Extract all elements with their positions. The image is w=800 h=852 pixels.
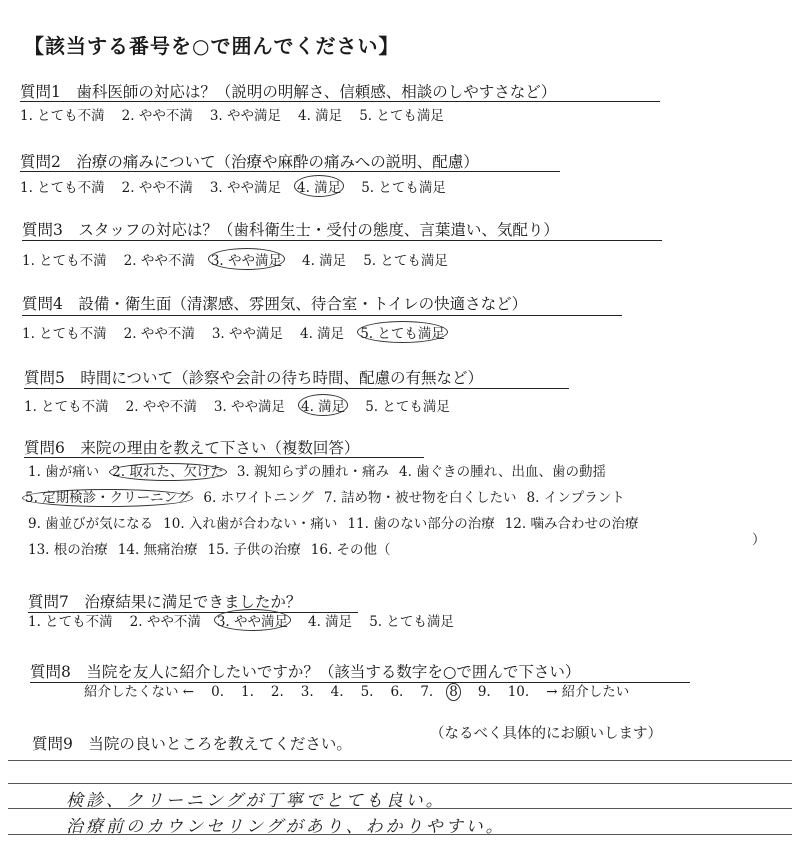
option[interactable]: 10. 入れ歯が合わない・痛い (163, 516, 338, 532)
option-circled[interactable]: 5. とても満足 (357, 321, 448, 343)
answer-line (8, 760, 792, 761)
option[interactable]: 1. とても不満 (28, 614, 113, 630)
question-9-title: 質問9 当院の良いところを教えてください。 (32, 735, 352, 753)
option-circled[interactable]: 4. 満足 (294, 175, 344, 197)
scale-option[interactable]: 9. (477, 684, 491, 700)
question-6-row-1 (28, 460, 616, 480)
option[interactable]: 5. とても満足 (369, 614, 454, 630)
scale-left-label: 紹介したくない ← (84, 684, 195, 700)
option-circled[interactable]: 3. やや満足 (214, 609, 291, 631)
question-6-title: 質問6 来院の理由を教えて下さい（複数回答） (24, 439, 360, 457)
option[interactable]: 6. ホワイトニング (203, 490, 314, 506)
option[interactable]: 4. 歯ぐきの腫れ、出血、歯の動揺 (399, 464, 606, 480)
option[interactable]: 1. とても不満 (24, 399, 109, 415)
option[interactable]: 2. やや不満 (125, 399, 197, 415)
option[interactable]: 3. 親知らずの腫れ・痛み (236, 464, 390, 480)
handwritten-answer-1: 検診、クリーニングが丁寧でとても良い。 (66, 791, 446, 811)
question-6-row-2 (22, 486, 635, 506)
option[interactable]: 2. やや不満 (129, 614, 201, 630)
question-8-title: 質問8 当院を友人に紹介したいですか？（該当する数字を○で囲んで下さい） (30, 663, 581, 681)
option[interactable]: 9. 歯並びが気になる (28, 516, 154, 532)
answer-line (8, 783, 792, 784)
option[interactable]: 5. とても満足 (365, 399, 450, 415)
option[interactable]: 5. とても満足 (363, 253, 448, 269)
page-title: 【該当する番号を○で囲んでください】 (24, 34, 400, 58)
option[interactable]: 12. 噛み合わせの治療 (504, 516, 639, 532)
scale-option-circled[interactable]: 8 (446, 683, 461, 701)
scale-option[interactable]: 7. (420, 684, 434, 700)
scale-option[interactable]: 3. (300, 684, 314, 700)
question-6-row-4 (28, 538, 401, 558)
option[interactable]: 4. 満足 (302, 253, 347, 269)
option[interactable]: 3. やや満足 (209, 108, 282, 124)
option[interactable]: 3. やや満足 (209, 180, 282, 196)
handwritten-answer-2: 治療前のカウンセリングがあり、わかりやすい。 (66, 817, 506, 837)
option[interactable]: 3. やや満足 (213, 399, 286, 415)
divider (20, 101, 660, 102)
question-7-title: 質問7 治療結果に満足できましたか？ (28, 593, 302, 611)
option[interactable]: 13. 根の治療 (28, 542, 108, 558)
divider (22, 315, 622, 316)
option[interactable]: 16. その他（ (310, 542, 391, 558)
option[interactable]: 4. 満足 (298, 108, 343, 124)
close-paren: ） (752, 532, 766, 548)
divider (20, 171, 560, 172)
option[interactable]: 4. 満足 (308, 614, 353, 630)
scale-option[interactable]: 1. (241, 684, 254, 700)
question-4-options (22, 321, 465, 343)
option-circled[interactable]: 5. 定期検診・クリーニング (22, 489, 193, 507)
option[interactable]: 15. 子供の治療 (207, 542, 301, 558)
option[interactable]: 11. 歯のない部分の治療 (347, 516, 495, 532)
question-3-options (22, 248, 465, 270)
scale-option[interactable]: 4. (330, 684, 344, 700)
scale-right-label: → 紹介したい (546, 684, 630, 700)
question-2-title: 質問2 治療の痛みについて（治療や麻酔の痛みへの説明、配慮） (20, 153, 479, 171)
question-5-title: 質問5 時間について（診察や会計の待ち時間、配慮の有無など） (24, 369, 484, 387)
scale-option[interactable]: 2. (270, 684, 284, 700)
question-7-options (28, 609, 471, 631)
option[interactable]: 3. やや満足 (211, 326, 284, 342)
question-6-row-3 (28, 512, 648, 532)
option-circled[interactable]: 3. やや満足 (208, 248, 285, 270)
option[interactable]: 5. とても満足 (361, 180, 446, 196)
divider (22, 240, 662, 241)
option[interactable]: 4. 満足 (300, 326, 345, 342)
question-1-options (20, 104, 461, 124)
question-4-title: 質問4 設備・衛生面（清潔感、雰囲気、待合室・トイレの快適さなど） (22, 295, 528, 313)
question-8-scale (84, 680, 646, 701)
option[interactable]: 7. 詰め物・被せ物を白くしたい (323, 490, 517, 506)
question-2-options (20, 175, 463, 197)
option[interactable]: 14. 無痛治療 (117, 542, 198, 558)
option[interactable]: 5. とても満足 (359, 108, 444, 124)
option[interactable]: 2. やや不満 (123, 253, 195, 269)
scale-option[interactable]: 5. (360, 684, 374, 700)
option[interactable]: 1. とても不満 (22, 253, 107, 269)
option[interactable]: 8. インプラント (526, 490, 625, 506)
option[interactable]: 2. やや不満 (123, 326, 195, 342)
scale-option[interactable]: 0. (211, 684, 224, 700)
option[interactable]: 1. 歯が痛い (28, 464, 100, 480)
option[interactable]: 2. やや不満 (121, 108, 193, 124)
option[interactable]: 1. とても不満 (22, 326, 107, 342)
question-1-title: 質問1 歯科医師の対応は？（説明の明解さ、信頼感、相談のしやすさなど） (20, 83, 557, 101)
divider (24, 388, 569, 389)
option[interactable]: 2. やや不満 (121, 180, 193, 196)
option[interactable]: 1. とても不満 (20, 180, 105, 196)
scale-option[interactable]: 6. (390, 684, 404, 700)
option-circled[interactable]: 2. 取れた、欠けた (109, 463, 227, 481)
option[interactable]: 1. とても不満 (20, 108, 105, 124)
question-5-options (24, 394, 467, 416)
question-9-note: （なるべく具体的にお願いします） (430, 726, 662, 742)
question-3-title: 質問3 スタッフの対応は？（歯科衛生士・受付の態度、言葉遣い、気配り） (22, 221, 559, 239)
divider (24, 457, 424, 458)
option-circled[interactable]: 4. 満足 (298, 394, 348, 416)
scale-option[interactable]: 10. (507, 684, 530, 700)
